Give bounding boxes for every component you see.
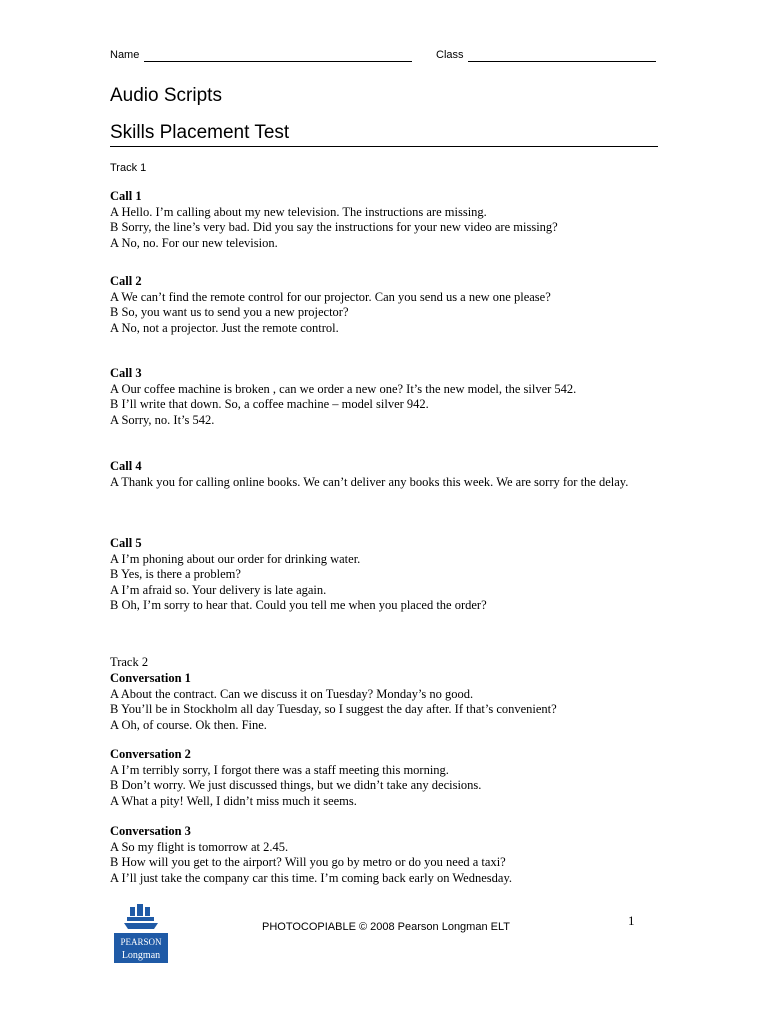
call-5: [110, 536, 650, 614]
footer-copyright: PHOTOCOPIABLE © 2008 Pearson Longman ELT: [262, 921, 510, 933]
conversation-heading: Conversation 2: [110, 747, 191, 761]
pearson-longman-logo: [112, 902, 170, 964]
call-3: [110, 366, 650, 428]
pearson-ship-icon: [124, 904, 158, 929]
dialogue-line: A No, not a projector. Just the remote control.: [110, 320, 339, 335]
dialogue-line: B So, you want us to send you a new projector?: [110, 305, 349, 319]
dialogue-line: A I’ll just take the company car this time. I’m coming back early on Wednesday.: [110, 870, 513, 885]
dialogue-line: A What a pity! Well, I didn’t miss much it seems.: [110, 793, 357, 808]
call-heading: Call 1: [110, 189, 142, 203]
conversation-heading: Conversation 1: [110, 671, 191, 685]
document-title: Audio Scripts: [110, 85, 222, 106]
dialogue-line: A Our coffee machine is broken , can we order a new one? It’s the new model, the silver 542.: [110, 381, 577, 396]
page-number: 1: [628, 913, 635, 928]
dialogue-line: A I’m afraid so. Your delivery is late again.: [110, 582, 327, 597]
logo-line-1: PEARSON: [120, 937, 162, 947]
subtitle-divider: [110, 146, 658, 147]
dialogue-line: B You’ll be in Stockholm all day Tuesday, so I suggest the day after. If that’s convenient?: [110, 702, 557, 716]
dialogue-line: A I’m phoning about our order for drinking water.: [110, 551, 361, 566]
dialogue-line: A Hello. I’m calling about my new television. The instructions are missing.: [110, 204, 487, 219]
document-subtitle: Skills Placement Test: [110, 122, 290, 143]
conversation-1: [110, 671, 650, 733]
dialogue-line: A About the contract. Can we discuss it on Tuesday? Monday’s no good.: [110, 686, 474, 701]
call-heading: Call 2: [110, 274, 142, 288]
conversation-2: [110, 747, 650, 809]
class-field-line: [468, 61, 656, 62]
call-2: [110, 274, 650, 336]
conversation-heading: Conversation 3: [110, 824, 191, 838]
dialogue-line: A No, no. For our new television.: [110, 235, 278, 250]
logo-line-2: Longman: [121, 950, 161, 961]
dialogue-line: B Sorry, the line’s very bad. Did you say the instructions for your new video are missing?: [110, 220, 558, 234]
name-label: Name: [110, 49, 140, 61]
dialogue-line: B Oh, I’m sorry to hear that. Could you tell me when you placed the order?: [110, 598, 487, 612]
call-heading: Call 3: [110, 366, 142, 380]
dialogue-line: A Thank you for calling online books. We can’t deliver any books this week. We are sorry for the delay.: [110, 474, 629, 489]
dialogue-line: B How will you get to the airport? Will you go by metro or do you need a taxi?: [110, 855, 506, 869]
class-label: Class: [436, 49, 464, 61]
conversation-3: [110, 824, 650, 886]
dialogue-line: A We can’t find the remote control for our projector. Can you send us a new one please?: [110, 289, 551, 304]
dialogue-line: A So my flight is tomorrow at 2.45.: [110, 839, 289, 854]
call-4: [110, 459, 650, 490]
dialogue-line: A Oh, of course. Ok then. Fine.: [110, 717, 267, 732]
track1-label: Track 1: [110, 162, 147, 174]
call-heading: Call 4: [110, 459, 142, 473]
dialogue-line: A Sorry, no. It’s 542.: [110, 412, 215, 427]
dialogue-line: B Yes, is there a problem?: [110, 567, 241, 581]
call-heading: Call 5: [110, 536, 142, 550]
dialogue-line: A I’m terribly sorry, I forgot there was a staff meeting this morning.: [110, 762, 449, 777]
dialogue-line: B Don’t worry. We just discussed things, but we didn’t take any decisions.: [110, 778, 482, 792]
dialogue-line: B I’ll write that down. So, a coffee machine – model silver 942.: [110, 397, 429, 411]
name-field-line: [144, 61, 412, 62]
call-1: [110, 189, 650, 251]
track2-label: Track 2: [110, 655, 149, 669]
